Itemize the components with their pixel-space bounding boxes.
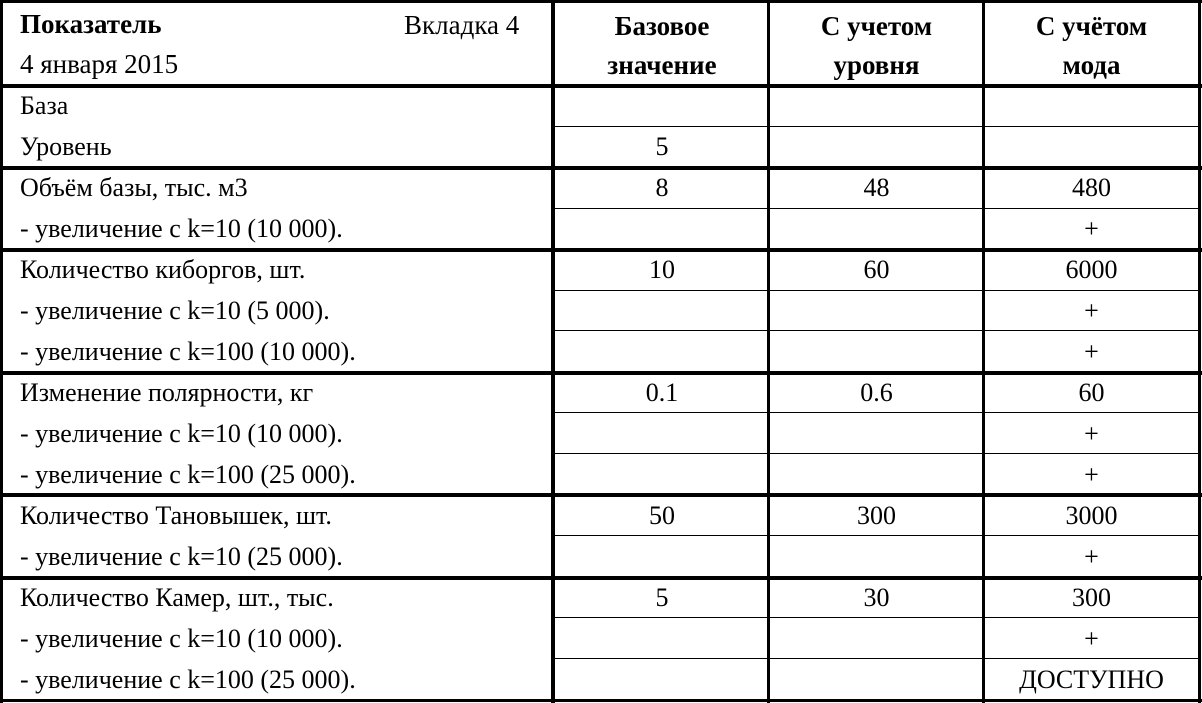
group-separator (0, 166, 1202, 170)
row-label: Количество киборгов, шт. (20, 255, 306, 284)
row-separator (555, 290, 1200, 291)
cell-level: 300 (857, 501, 896, 530)
row-label: Количество Камер, шт., тыс. (20, 583, 334, 612)
cell-mod: 6000 (1065, 255, 1118, 284)
row-label: - увеличение с k=10 (5 000). (20, 296, 330, 325)
row-label: - увеличение с k=10 (10 000). (20, 624, 343, 653)
row-label: - увеличение с k=10 (10 000). (20, 214, 343, 243)
cell-mod-available: ДОСТУПНО (1019, 665, 1164, 694)
group-separator (0, 248, 1202, 252)
table-border-right (1198, 0, 1201, 703)
cell-mod: 60 (1078, 378, 1105, 407)
row-separator (555, 453, 1200, 454)
col-separator-3 (982, 0, 985, 703)
cell-mod: 3000 (1065, 501, 1118, 530)
cell-mod: + (1084, 337, 1099, 366)
cell-base: 5 (655, 583, 669, 612)
header-base-line2: значение (607, 50, 717, 80)
col-separator-1 (551, 0, 555, 703)
cell-mod: 300 (1072, 583, 1111, 612)
cell-base: 5 (655, 132, 669, 161)
cell-mod: + (1084, 460, 1099, 489)
header-level-line1: С учетом (820, 11, 933, 41)
row-separator (555, 412, 1200, 413)
cell-level: 0.6 (860, 378, 893, 407)
table-border-top (0, 0, 1202, 3)
header-mod-line2: мода (1062, 50, 1121, 80)
cell-mod: + (1084, 296, 1099, 325)
cell-mod: + (1084, 542, 1099, 571)
header-mod-line1: С учётом (1035, 11, 1148, 41)
table-border-bottom (0, 699, 1202, 702)
cell-mod: 480 (1072, 173, 1111, 202)
cell-base: 50 (649, 501, 675, 530)
cell-level: 48 (863, 173, 890, 202)
cell-base: 10 (649, 255, 675, 284)
row-label: База (20, 91, 69, 120)
group-separator (0, 371, 1202, 375)
row-label: - увеличение с k=100 (25 000). (20, 665, 356, 694)
row-label: Уровень (20, 132, 112, 161)
row-separator (555, 208, 1200, 209)
row-label: - увеличение с k=10 (25 000). (20, 542, 343, 571)
row-label: Объём базы, тыс. м3 (20, 173, 248, 202)
cell-level: 30 (863, 583, 890, 612)
row-label: - увеличение с k=100 (10 000). (20, 337, 356, 366)
row-separator (555, 330, 1200, 331)
row-label: Количество Тановышек, шт. (20, 501, 332, 530)
cell-base: 0.1 (645, 378, 679, 407)
row-label: Изменение полярности, кг (20, 378, 314, 407)
cell-mod: + (1084, 419, 1099, 448)
group-separator (0, 493, 1202, 497)
row-separator (555, 535, 1200, 536)
row-separator (555, 126, 1200, 127)
header-indicator: Показатель (20, 9, 162, 39)
row-label: - увеличение с k=10 (10 000). (20, 419, 343, 448)
cell-level: 60 (863, 255, 890, 284)
group-separator (0, 576, 1202, 580)
row-label: - увеличение с k=100 (25 000). (20, 460, 356, 489)
header-base-line1: Базовое (614, 11, 710, 41)
cell-base: 8 (655, 173, 669, 202)
table-border-left (0, 0, 3, 703)
header-tab: Вкладка 4 (404, 10, 520, 40)
row-separator (555, 658, 1200, 659)
cell-mod: + (1084, 624, 1099, 653)
row-separator (555, 617, 1200, 618)
header-separator (0, 84, 1202, 88)
header-level-line2: уровня (833, 50, 920, 80)
header-date: 4 января 2015 (20, 49, 179, 79)
cell-mod: + (1084, 214, 1099, 243)
